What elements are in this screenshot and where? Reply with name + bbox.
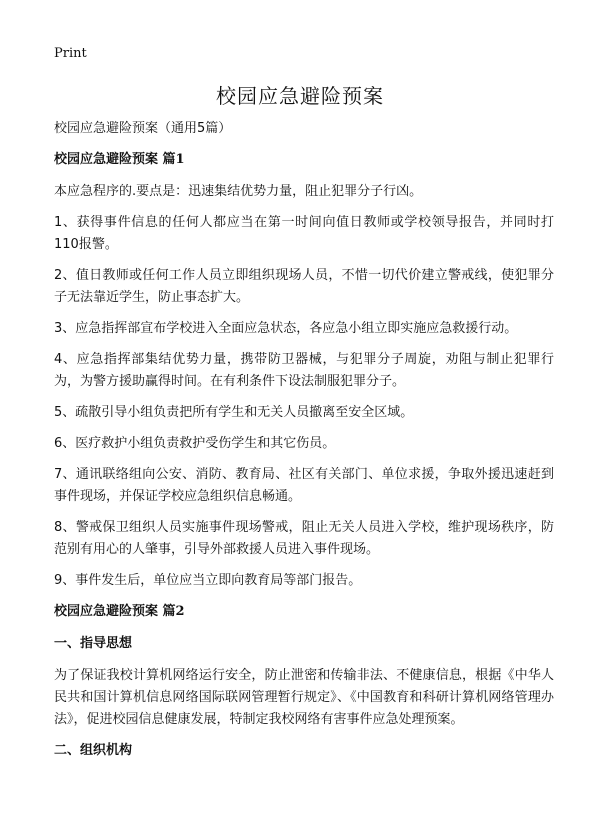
paragraph: 5、疏散引导小组负责把所有学生和无关人员撤离至安全区域。 (54, 405, 414, 420)
paragraph: 为了保证我校计算机网络运行安全，防止泄密和传输非法、不健康信息，根据《中华人民共和国计算机信息网络国际联网管理暂行规定》、《中国教育和科研计算机网络管理办法》，促进校园信息健康发展，特制定我校网络有害事件应急处理预案。 (54, 668, 554, 727)
print-link[interactable]: Print (54, 46, 87, 61)
paragraph: 本应急程序的.要点是：迅速集结优势力量，阻止犯罪分子行凶。 (54, 184, 423, 199)
sub-heading: 一、指导思想 (54, 636, 133, 651)
document-body (54, 118, 554, 772)
section-heading-2: 校园应急避险预案 篇2 (54, 604, 185, 619)
document-subtitle: 校园应急避险预案（通用5篇） (54, 121, 232, 136)
paragraph: 6、医疗救护小组负责救护受伤学生和其它伤员。 (54, 436, 336, 451)
paragraph: 1、获得事件信息的任何人都应当在第一时间向值日教师或学校领导报告，并同时打110报警。 (54, 215, 554, 252)
page-title: 校园应急避险预案 (216, 84, 384, 108)
paragraph: 3、应急指挥部宣布学校进入全面应急状态，各应急小组立即实施应急救援行动。 (54, 321, 518, 336)
sub-heading: 二、组织机构 (54, 743, 133, 758)
paragraph: 2、值日教师或任何工作人员立即组织现场人员，不惜一切代价建立警戒线，使犯罪分子无法靠近学生，防止事态扩大。 (54, 268, 554, 305)
paragraph: 9、事件发生后，单位应当立即向教育局等部门报告。 (54, 573, 362, 588)
paragraph: 8、警戒保卫组织人员实施事件现场警戒，阻止无关人员进入学校，维护现场秩序，防范别有用心的人肇事，引导外部救援人员进入事件现场。 (54, 520, 554, 557)
section-heading-1: 校园应急避险预案 篇1 (54, 152, 185, 167)
paragraph: 4、应急指挥部集结优势力量，携带防卫器械，与犯罪分子周旋，劝阻与制止犯罪行为，为警方援助赢得时间。在有利条件下设法制服犯罪分子。 (54, 352, 554, 389)
paragraph: 7、通讯联络组向公安、消防、教育局、社区有关部门、单位求援，争取外援迅速赶到事件现场，并保证学校应急组织信息畅通。 (54, 467, 554, 504)
